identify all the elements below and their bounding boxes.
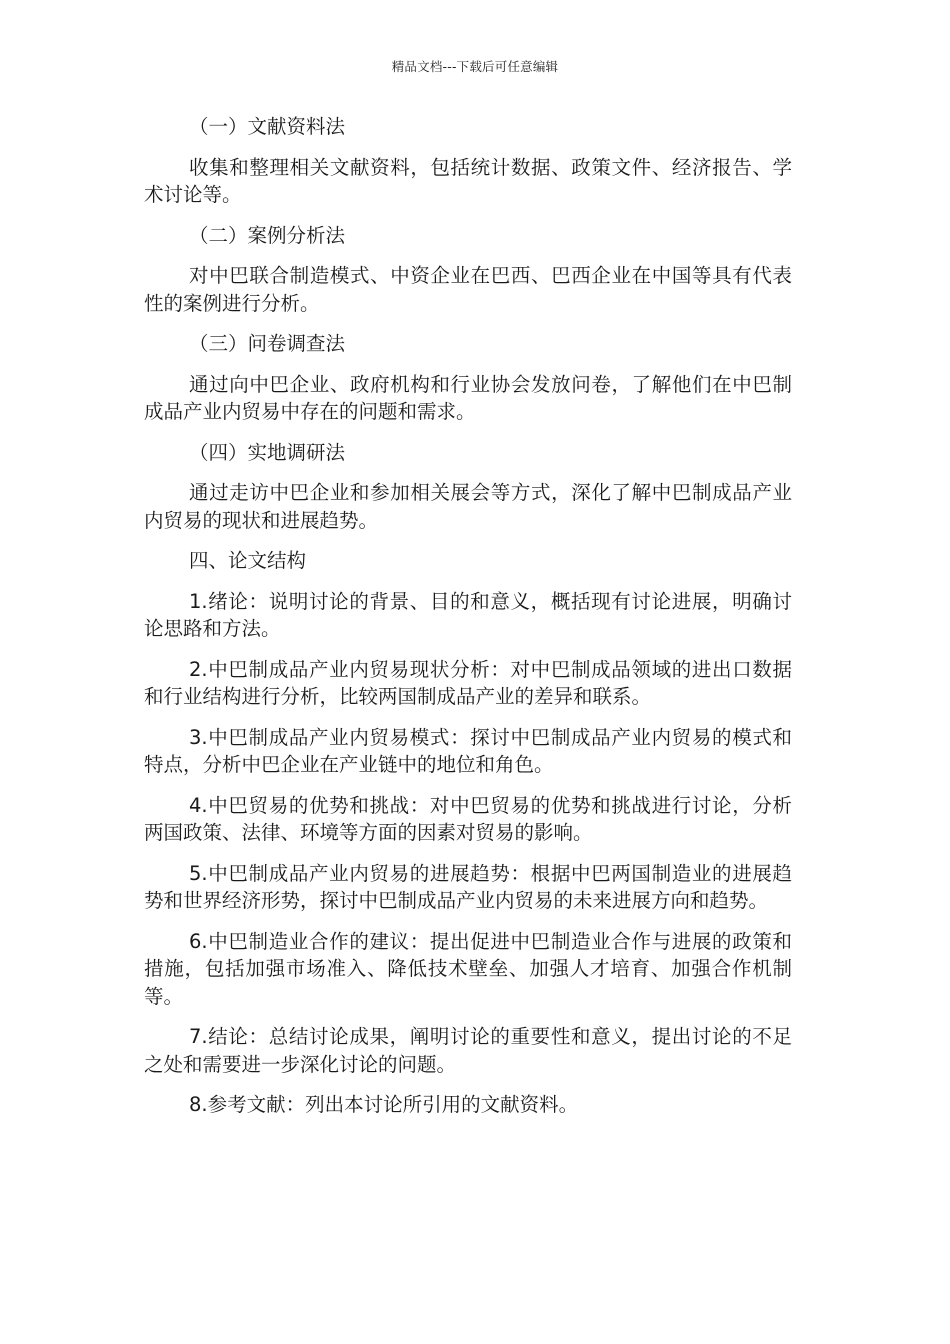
list-item-development-trend: 5.中巴制成品产业内贸易的进展趋势：根据中巴两国制造业的进展趋势和世界经济形势，探讨中巴制成品产业内贸易的未来进展方向和趋势。 [144,861,792,912]
list-item-current-status: 2.中巴制成品产业内贸易现状分析：对中巴制成品领域的进出口数据和行业结构进行分析，比较两国制成品产业的差异和联系。 [144,657,792,708]
paragraph-field-research: 通过走访中巴企业和参加相关展会等方式，深化了解中巴制成品产业内贸易的现状和进展趋势。 [144,481,792,532]
list-item-introduction: 1.绪论：说明讨论的背景、目的和意义，概括现有讨论进展，明确讨论思路和方法。 [144,589,792,640]
list-item-cooperation-suggestions: 6.中巴制造业合作的建议：提出促进中巴制造业合作与进展的政策和措施，包括加强市场准入、降低技术壁垒、加强人才培育、加强合作机制等。 [144,929,792,1008]
paragraph-questionnaire: 通过向中巴企业、政府机构和行业协会发放问卷，了解他们在中巴制成品产业内贸易中存在的问题和需求。 [144,372,792,423]
paragraph-literature: 收集和整理相关文献资料，包括统计数据、政策文件、经济报告、学术讨论等。 [144,155,792,206]
list-item-references: 8.参考文献：列出本讨论所引用的文献资料。 [189,1093,579,1116]
list-item-trade-mode: 3.中巴制成品产业内贸易模式：探讨中巴制成品产业内贸易的模式和特点，分析中巴企业在产业链中的地位和角色。 [144,725,792,776]
section-heading-case-study: （二）案例分析法 [189,223,346,247]
list-item-advantages-challenges: 4.中巴贸易的优势和挑战：对中巴贸易的优势和挑战进行讨论，分析两国政策、法律、环境等方面的因素对贸易的影响。 [144,793,792,844]
section-heading-literature: （一）文献资料法 [189,115,346,138]
section-heading-field-research: （四）实地调研法 [189,440,346,464]
list-item-conclusion: 7.结论：总结讨论成果，阐明讨论的重要性和意义，提出讨论的不足之处和需要进一步深化讨论的问题。 [144,1025,792,1076]
paragraph-case-study: 对中巴联合制造模式、中资企业在巴西、巴西企业在中国等具有代表性的案例进行分析。 [144,264,792,315]
page-header: 精品文档---下载后可任意编辑 [391,59,559,74]
document-body [144,113,792,1132]
section-heading-thesis-structure: 四、论文结构 [189,549,307,572]
section-heading-questionnaire: （三）问卷调查法 [189,332,346,355]
